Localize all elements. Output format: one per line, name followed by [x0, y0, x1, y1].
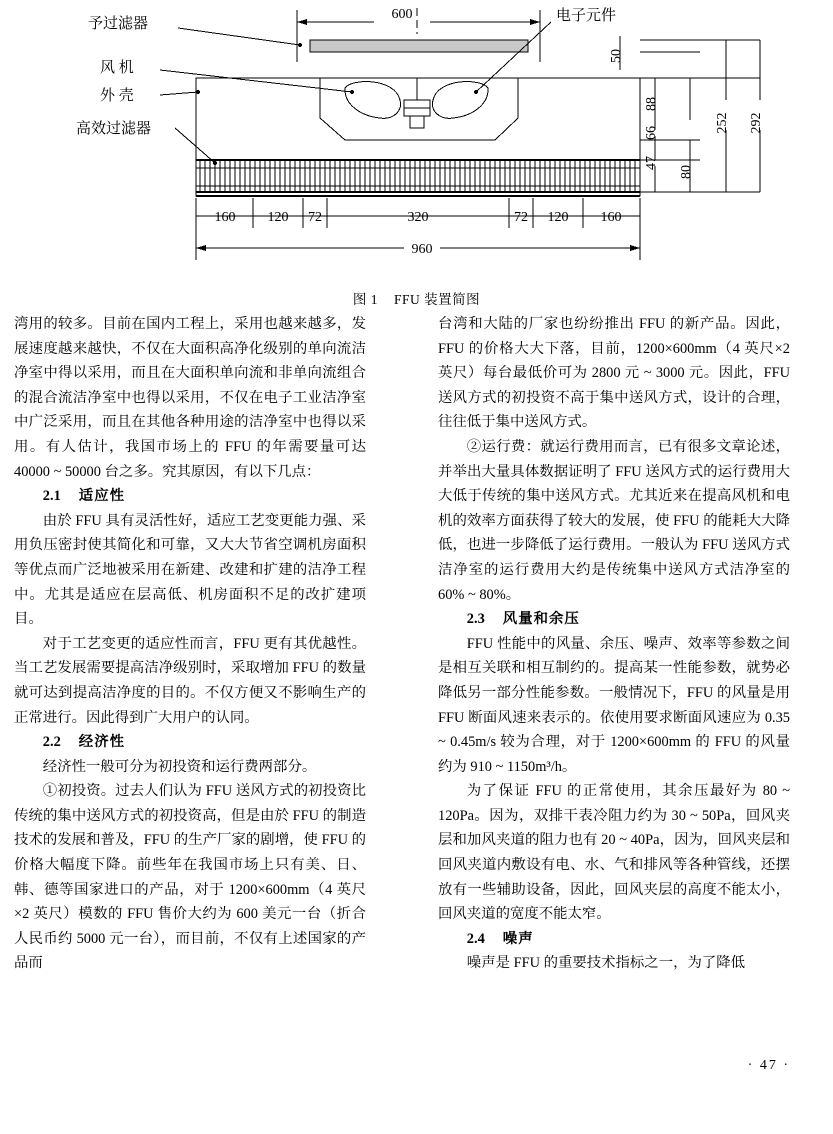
- paragraph: 由於 FFU 具有灵活性好，适应工艺变更能力强、采用负压密封使其简化和可靠，又大大节省空调机房面积等优点而广泛地被采用在新建、改建和扩建的洁净工程中。尤其是适应在层高低、机房面积不足的改扩建项目。: [14, 512, 366, 628]
- dim-292: 292: [749, 112, 764, 134]
- dim-252: 252: [715, 112, 730, 134]
- figure-ffu-diagram: [0, 0, 833, 307]
- paragraph: ②运行费：就运行费用而言，已有很多文章论述，并举出大量具体数据证明了 FFU 送风方式的运行费用大大低于传统的集中送风方式。尤其近来在提高风机和电机的效率方面获得了较大的发展，使 FFU 的能耗大大降低，也进一步降低了运行费用。一般认为 FFU 送风方式洁净室的运行费用大约是传统集中送风方式洁净室的 60% ~ 80%。: [438, 438, 790, 603]
- body-columns: [0, 312, 833, 1102]
- dim-72-l: 72: [308, 210, 322, 225]
- left-column: [14, 312, 366, 976]
- figure-caption: [0, 288, 833, 308]
- section-heading-2-3: [438, 607, 790, 632]
- section-title: 经济性: [78, 734, 125, 751]
- section-title: 风量和余压: [502, 611, 580, 628]
- paragraph: 台湾和大陆的厂家也纷纷推出 FFU 的新产品。因此，FFU 的价格大大下落，目前，1200×600mm（4 英尺×2 英尺）每台最低价可为 2800 元 ~ 3000 元。因此，FFU 送风方式的初投资不高于集中送风方式，设计的合理，往往低于集中送风方式。: [438, 316, 790, 431]
- dim-72-r: 72: [514, 210, 528, 225]
- figure-title: FFU 装置简图: [393, 292, 481, 307]
- section-title: 适应性: [78, 488, 125, 505]
- paragraph: 湾用的较多。目前在国内工程上，采用也越来越多，发展速度越来越快，不仅在大面积高净化级别的单向流洁净室中得以采用，而且在大面积单向流和非单向流组合的混合流洁净室中也得以采用，不仅在电子工业洁净室中广泛采用，而且在其他各种用途的洁净室中也得以采用。有人估计，我国市场上的 FFU 的年需要量可达 40000 ~ 50000 台之多。究其原因，有以下几点：: [14, 316, 366, 480]
- paragraph: ①初投资。过去人们认为 FFU 送风方式的初投资比传统的集中送风方式的初投资高，但是由於 FFU 的制造技术的发展和普及，FFU 的生产厂家的剧增，使 FFU 的价格大幅度下降。前些年在我国市场上只有美、日、韩、德等国家进口的产品，对于 1200×600mm（4 英尺×2 英尺）模数的 FFU 售价大约为 600 美元一台（折合人民币约 5000 元一台），而目前，不仅有上述国家的产品而: [14, 783, 366, 972]
- section-heading-2-2: [14, 730, 366, 755]
- label-pre-filter: 予过滤器: [88, 16, 149, 32]
- section-heading-2-4: [438, 927, 790, 952]
- paragraph: 噪声是 FFU 的重要技术指标之一，为了降低: [466, 955, 746, 972]
- dim-50: 50: [609, 49, 624, 63]
- section-number: 2.2: [42, 734, 61, 751]
- section-number: 2.3: [466, 611, 485, 628]
- page-number: · 47 ·: [747, 1058, 790, 1073]
- right-column: [438, 312, 790, 976]
- dim-600: 600: [391, 7, 413, 22]
- dim-80: 80: [679, 165, 694, 179]
- label-shell: 外 壳: [100, 88, 134, 104]
- figure-drawing: [0, 0, 833, 300]
- dim-120-r: 120: [547, 210, 569, 225]
- figure-number: 图 1: [352, 292, 378, 307]
- label-hepa: 高效过滤器: [76, 121, 152, 137]
- paragraph: 对于工艺变更的适应性而言，FFU 更有其优越性。当工艺发展需要提高洁净级别时，采取增加 FFU 的数量就可达到提高洁净度的目的。不仅方便又不影响生产的正常进行。因此得到广大用户的认同。: [14, 635, 366, 726]
- dim-160-l: 160: [214, 210, 236, 225]
- label-fan: 风 机: [100, 60, 134, 76]
- dim-88: 88: [644, 97, 659, 111]
- section-number: 2.1: [42, 488, 61, 505]
- dim-120-l: 120: [267, 210, 289, 225]
- paragraph: 为了保证 FFU 的正常使用，其余压最好为 80 ~ 120Pa。因为，双排干表冷阻力约为 30 ~ 50Pa，回风夹层和加风夹道的阻力也有 20 ~ 40Pa，因为，回风夹层和回风夹道内敷设有电、水、气和排风等各种管线，还摆放有一些辅助设备，因此，回风夹层的高度不能太小，回风夹道的宽度不能太窄。: [438, 783, 790, 923]
- dim-160-r: 160: [600, 210, 622, 225]
- paragraph: FFU 性能中的风量、余压、噪声、效率等参数之间是相互关联和相互制约的。提高某一性能参数，就势必降低另一部分性能参数。一般情况下，FFU 的风量是用 FFU 断面风速来表示的。依使用要求断面风速应为 0.35 ~ 0.45m/s 较为合理，对于 1200×600mm 的 FFU 的风量约为 910 ~ 1150m³/h。: [438, 635, 790, 775]
- dim-66: 66: [644, 126, 659, 140]
- paragraph: 经济性一般可分为初投资和运行费两部分。: [42, 758, 317, 775]
- label-electronics: 电子元件: [556, 8, 617, 24]
- section-heading-2-1: [14, 484, 366, 509]
- section-number: 2.4: [466, 930, 485, 947]
- dim-47: 47: [644, 156, 659, 170]
- dim-960: 960: [411, 242, 433, 257]
- dim-320: 320: [407, 210, 429, 225]
- section-title: 噪声: [502, 930, 534, 947]
